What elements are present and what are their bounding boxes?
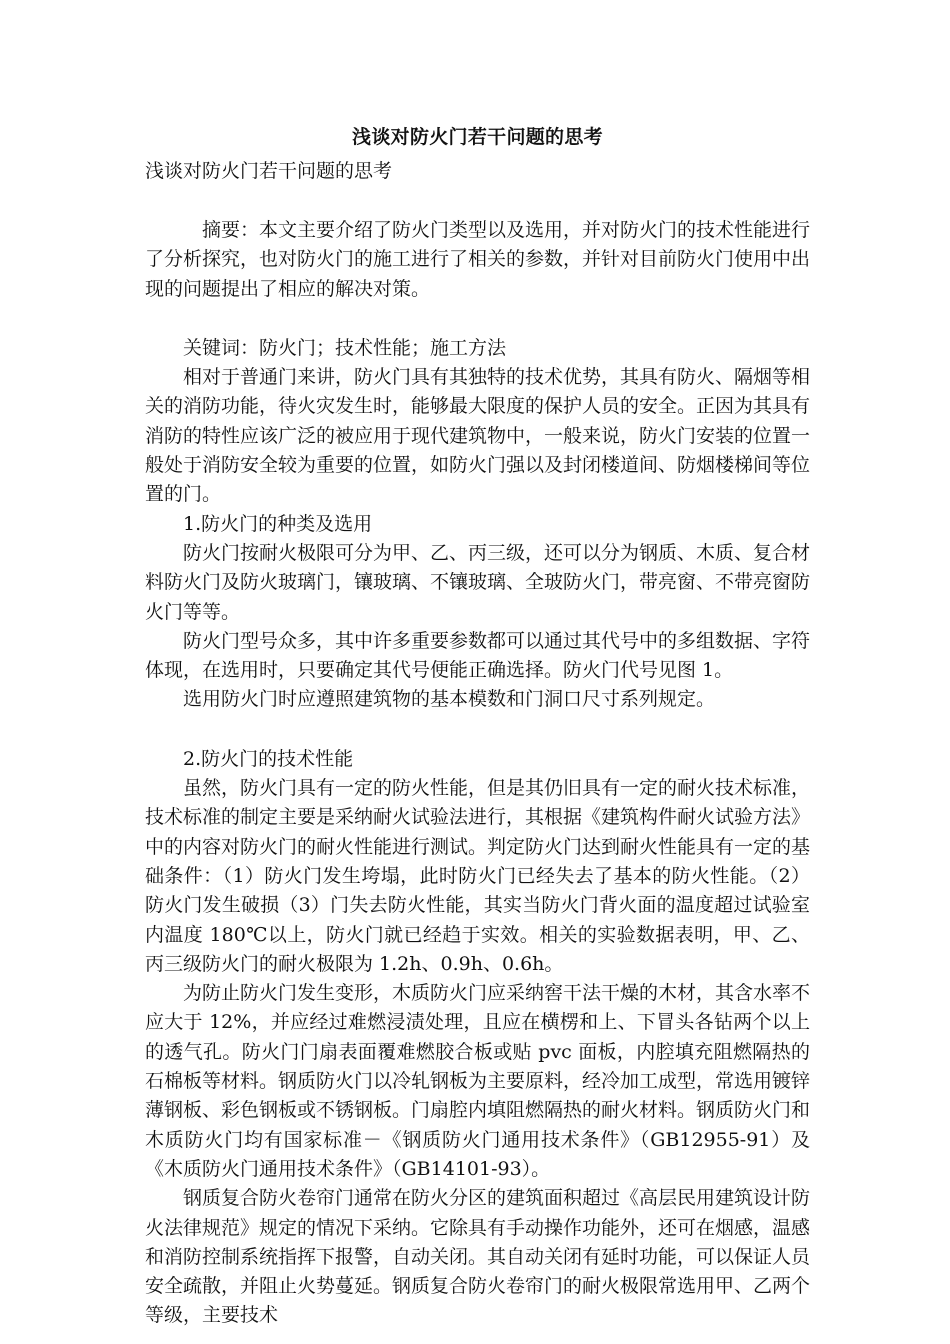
intro-paragraph: 相对于普通门来讲，防火门具有其独特的技术优势，其具有防火、隔烟等相关的消防功能，待火灾发生时，能够最大限度的保护人员的安全。正因为其具有消防的特性应该广泛的被应用于现代建筑物中，一般来说，防火门安装的位置一般处于消防安全较为重要的位置，如防火门强以及封闭楼道间、防烟楼梯间等位置的门。 (145, 366, 811, 506)
spacer (145, 186, 810, 216)
document-subtitle: 浅谈对防火门若干问题的思考 (145, 160, 393, 182)
spacer (145, 304, 810, 334)
abstract-paragraph: 摘要：本文主要介绍了防火门类型以及选用，并对防火门的技术性能进行了分析探究，也对防火门的施工进行了相关的参数，并针对目前防火门使用中出现的问题提出了相应的解决对策。 (145, 219, 811, 300)
section-2-paragraph-1: 虽然，防火门具有一定的防火性能，但是其仍旧具有一定的耐火技术标准，技术标准的制定主要是采纳耐火试验法进行，其根据《建筑构件耐火试验方法》中的内容对防火门的耐火性能进行测试。判定防火门达到耐火性能具有一定的基础条件：（1）防火门发生垮塌，此时防火门已经失去了基本的防火性能。（2）防火门发生破损（3）门失去防火性能，其实当防火门背火面的温度超过试验室内温度 180℃以上，防火门就已经趋于实效。相关的实验数据表明，甲、乙、丙三级防火门的耐火极限为 1.2h、0.9h、0.6h。 (145, 777, 811, 975)
document-body (145, 118, 810, 1331)
section-2-paragraph-2: 为防止防火门发生变形，木质防火门应采纳窖干法干燥的木材，其含水率不应大于 12%，并应经过难燃浸渍处理，且应在横楞和上、下冒头各钻两个以上的透气孔。防火门门扇表面覆难燃胶合板或贴 pvc 面板，内腔填充阻燃隔热的石棉板等材料。钢质防火门以冷轧钢板为主要原料，经冷加工成型，常选用镀锌薄钢板、彩色钢板或不锈钢板。门扇腔内填阻燃隔热的耐火材料。钢质防火门和木质防火门均有国家标准－《钢质防火门通用技术条件》（GB12955-91）及《木质防火门通用技术条件》（GB14101-93）。 (145, 982, 811, 1180)
section-1-paragraph-2: 防火门型号众多，其中许多重要参数都可以通过其代号中的多组数据、字符体现，在选用时，只要确定其代号便能正确选择。防火门代号见图 1。 (145, 629, 811, 682)
section-1-paragraph-3: 选用防火门时应遵照建筑物的基本模数和门洞口尺寸系列规定。 (183, 688, 716, 711)
keywords-line: 关键词：防火门；技术性能；施工方法 (183, 336, 507, 359)
section-2-heading: 2.防火门的技术性能 (183, 747, 354, 770)
document-title: 浅谈对防火门若干问题的思考 (352, 126, 603, 148)
section-2-paragraph-3: 钢质复合防火卷帘门通常在防火分区的建筑面积超过《高层民用建筑设计防火法律规范》规定的情况下采纳。它除具有手动操作功能外，还可在烟感，温感和消防控制系统指挥下报警，自动关闭。其自动关闭有延时功能，可以保证人员安全疏散，并阻止火势蔓延。钢质复合防火卷帘门的耐火极限常选用甲、乙两个等级，主要技术 (145, 1187, 811, 1327)
section-1-paragraph-1: 防火门按耐火极限可分为甲、乙、丙三级，还可以分为钢质、木质、复合材料防火门及防火玻璃门，镶玻璃、不镶玻璃、全玻防火门，带亮窗、不带亮窗防火门等等。 (145, 541, 811, 623)
section-1-heading: 1.防火门的种类及选用 (183, 512, 373, 535)
spacer (145, 715, 810, 745)
